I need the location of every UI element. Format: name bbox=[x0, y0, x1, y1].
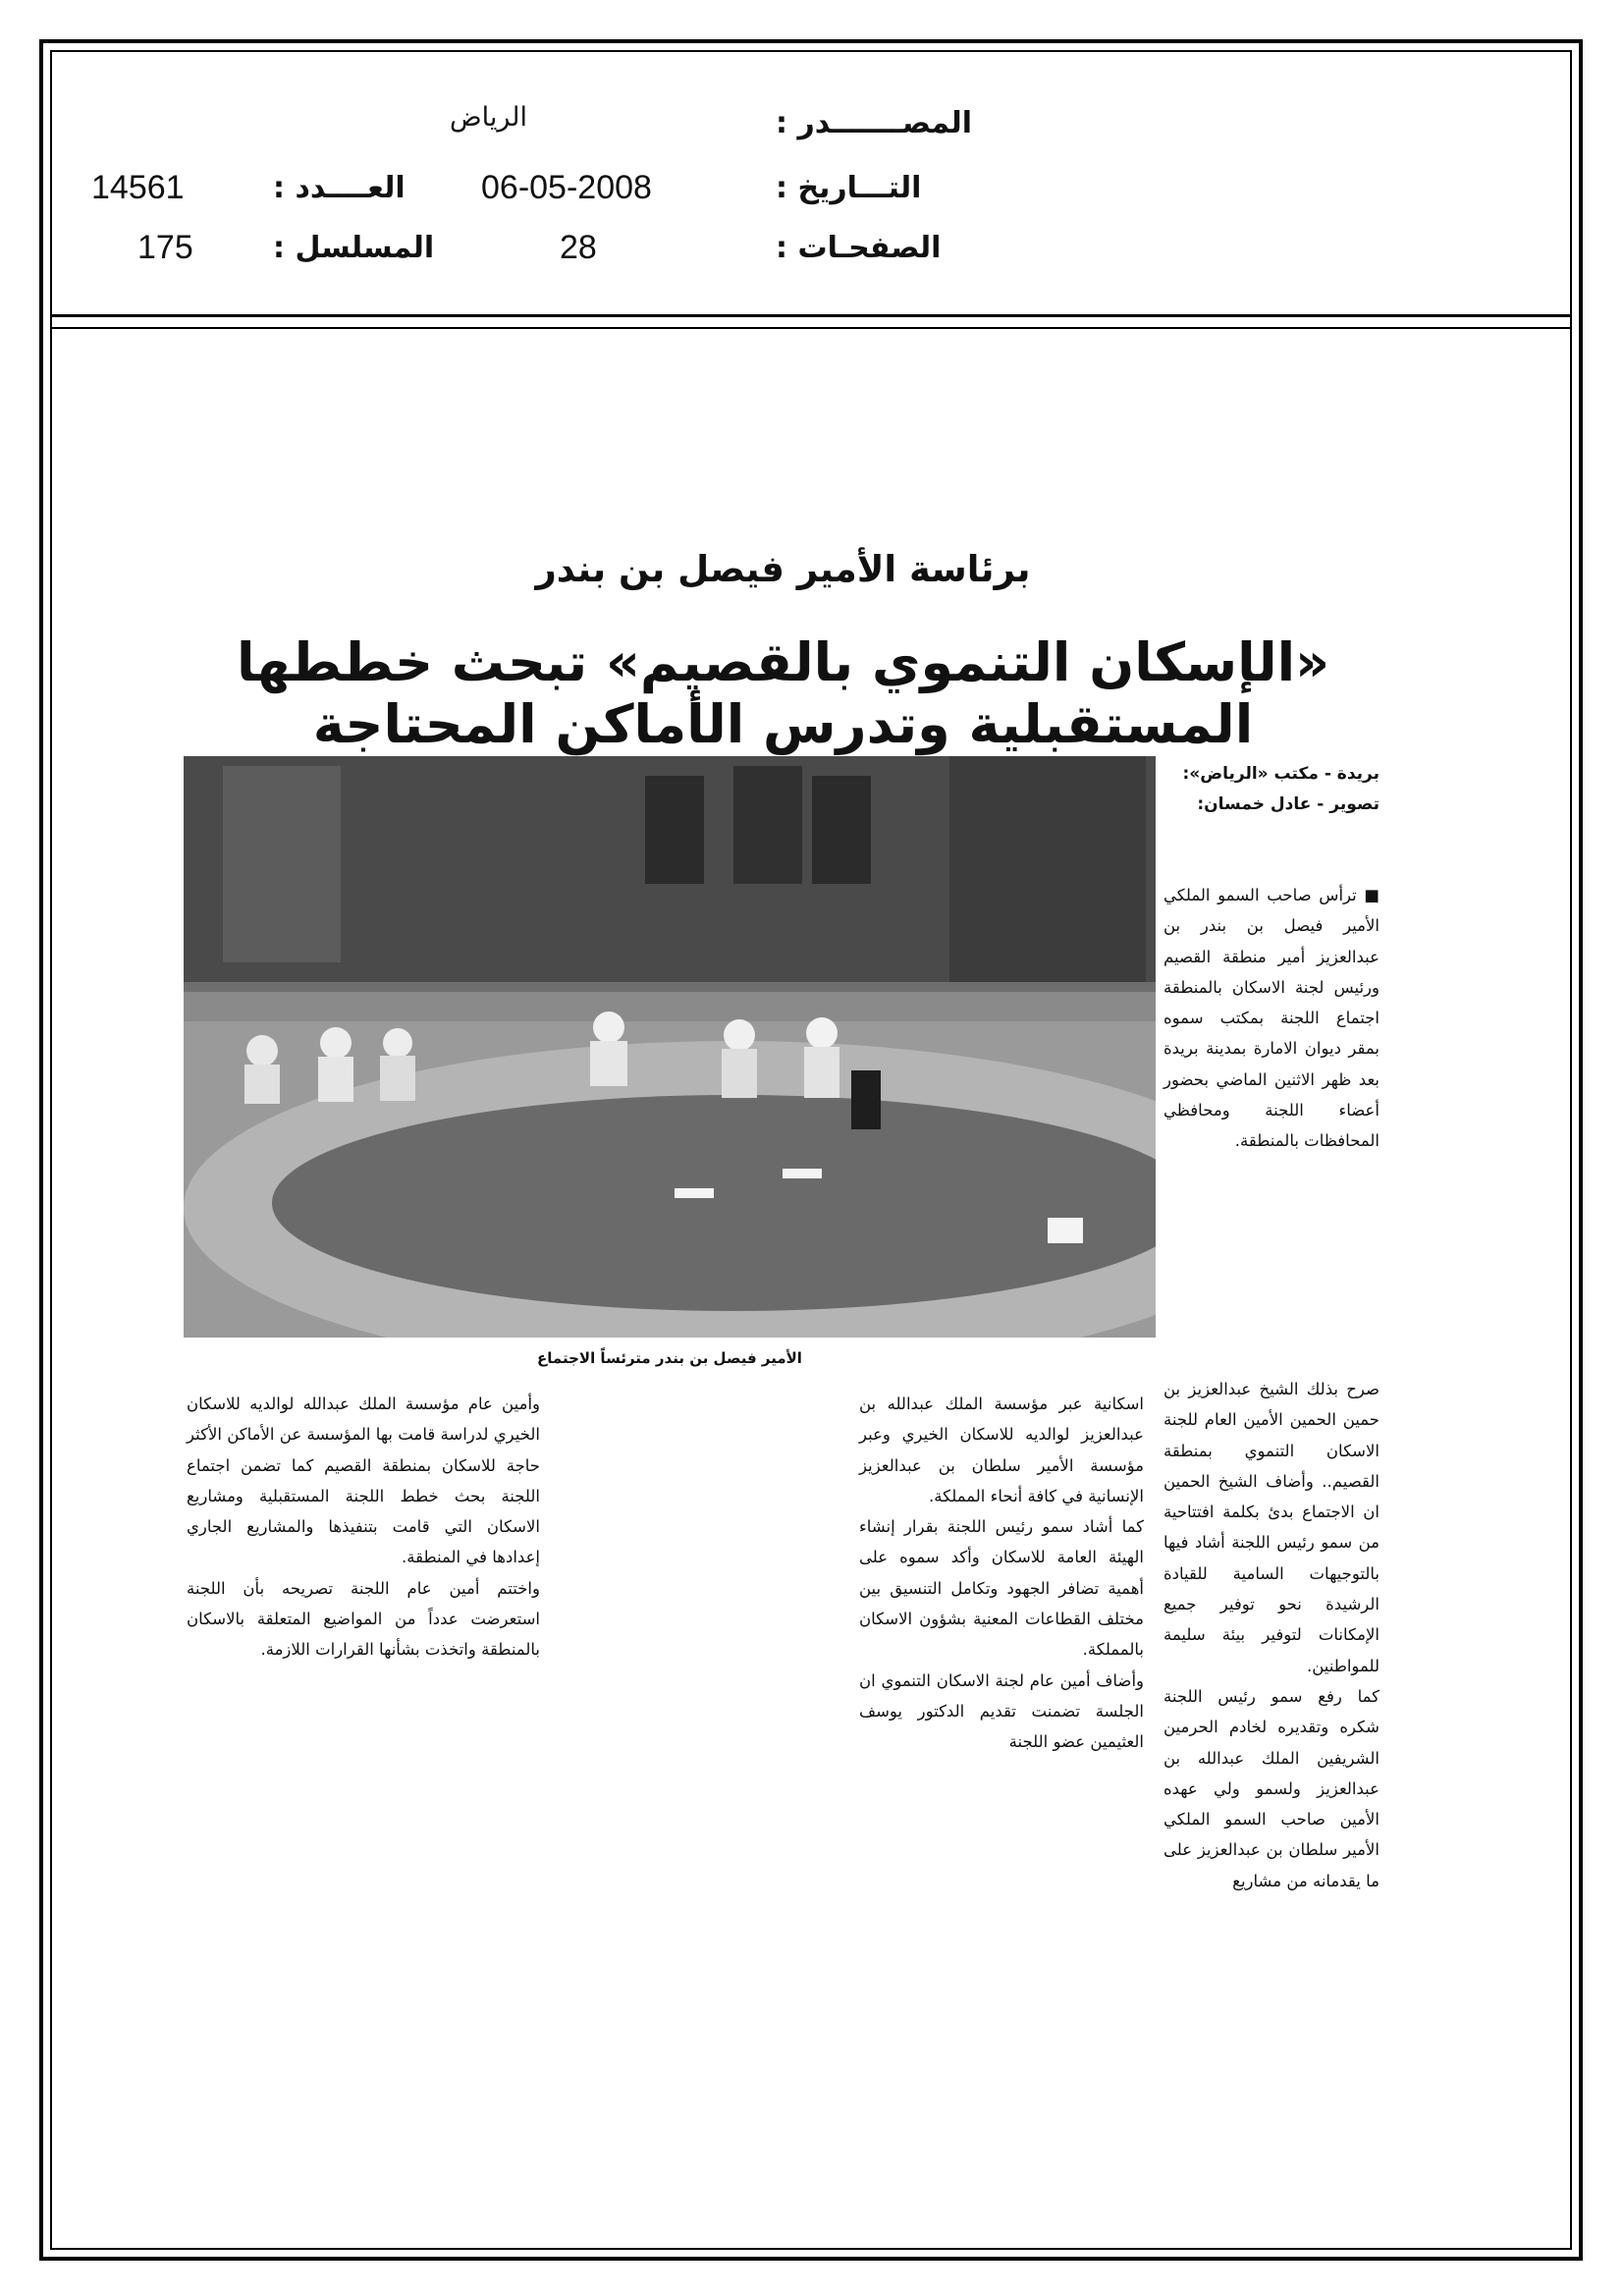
article-column-1-continued bbox=[1163, 1374, 1380, 1896]
article-column-3 bbox=[187, 1389, 540, 1666]
article-paragraph: كما أشاد سمو رئيس اللجنة بقرار إنشاء الهيئة العامة للاسكان وأكد سموه على أهمية تضافر الجهود وتكامل التنسيق بين مختلف القطاعات المعنية بشؤون الاسكان بالمملكة. bbox=[859, 1517, 1144, 1660]
serial-value: 175 bbox=[137, 229, 193, 266]
header-divider bbox=[50, 314, 1572, 317]
article-byline: بريدة - مكتب «الرياض»: تصوير - عادل خمسان: bbox=[1182, 764, 1380, 814]
meeting-photo bbox=[184, 756, 1156, 1338]
date-label: التـــاريخ : bbox=[776, 171, 922, 205]
header-divider-inner bbox=[50, 327, 1572, 329]
pages-label: الصفحـات : bbox=[776, 231, 942, 265]
article-headline: «الإسكان التنموي بالقصيم» تبحث خططها المستقبلية وتدرس الأماكن المحتاجة bbox=[236, 631, 1330, 755]
source-value: الرياض bbox=[450, 102, 528, 132]
issue-label: العــــدد : bbox=[273, 171, 406, 205]
news-clipping bbox=[182, 528, 1384, 1890]
article-paragraph: كما رفع سمو رئيس اللجنة شكره وتقديره لخادم الحرمين الشريفين الملك عبدالله بن عبدالعزيز ولسمو ولي عهده الأمين صاحب السمو الملكي الأمير سلطان بن عبدالعزيز على ما يقدمانه من مشاريع bbox=[1163, 1686, 1380, 1890]
source-label: المصـــــــدر : bbox=[776, 106, 973, 140]
article-kicker: برئاسة الأمير فيصل بن بندر bbox=[535, 548, 1031, 590]
article-paragraph: وأمين عام مؤسسة الملك عبدالله لوالديه للاسكان الخيري لدراسة قامت بها المؤسسة عن الأماكن الأكثر حاجة للاسكان بمنطقة القصيم كما تضمن اجتماع اللجنة بحث خطط اللجنة المستقبلية ومشاريع الاسكان التي قامت بتنفيذها والمشاريع الجاري إعدادها في المنطقة. bbox=[187, 1394, 540, 1567]
article-column-2 bbox=[859, 1389, 1144, 1758]
article-paragraph: صرح بذلك الشيخ عبدالعزيز بن حمين الحمين الأمين العام للجنة الاسكان التنموي بمنطقة القصيم.. وأضاف الشيخ الحمين ان الاجتماع بدئ بكلمة افتتاحية من سمو رئيس اللجنة أشاد فيها بالتوجيهات السامية للقيادة الرشيدة نحو توفير جميع الإمكانات لتوفير بيئة سليمة للمواطنين. bbox=[1163, 1380, 1380, 1675]
article-paragraph: واختتم أمين عام اللجنة تصريحه بأن اللجنة استعرضت عدداً من المواضيع المتعلقة بالاسكان بالمنطقة واتخذت بشأنها القرارات اللازمة. bbox=[187, 1578, 540, 1660]
serial-label: المسلسل : bbox=[273, 231, 435, 265]
pages-value: 28 bbox=[560, 229, 597, 266]
issue-value: 14561 bbox=[91, 169, 185, 206]
article-paragraph: وأضاف أمين عام لجنة الاسكان التنموي ان الجلسة تضمنت تقديم الدكتور يوسف العثيمين عضو اللجنة bbox=[859, 1670, 1144, 1752]
article-column-1 bbox=[1163, 880, 1380, 1157]
date-value: 06-05-2008 bbox=[481, 169, 652, 206]
meeting-photo-illustration bbox=[184, 756, 1156, 1338]
photo-caption: الأمير فيصل بن بندر مترئساً الاجتماع bbox=[537, 1349, 802, 1367]
article-paragraph: اسكانية عبر مؤسسة الملك عبدالله بن عبدالعزيز لوالديه للاسكان الخيري وعبر مؤسسة الأمير سلطان بن عبدالعزيز الإنسانية في كافة أنحاء المملكة. bbox=[859, 1394, 1144, 1505]
article-paragraph: ■ ترأس صاحب السمو الملكي الأمير فيصل بن بندر بن عبدالعزيز أمير منطقة القصيم ورئيس لجنة الاسكان بالمنطقة اجتماع اللجنة بمكتب سموه بمقر ديوان الامارة بمدينة بريدة بعد ظهر الاثنين الماضي بحضور أعضاء اللجنة ومحافظي المحافظات بالمنطقة. bbox=[1163, 886, 1380, 1151]
